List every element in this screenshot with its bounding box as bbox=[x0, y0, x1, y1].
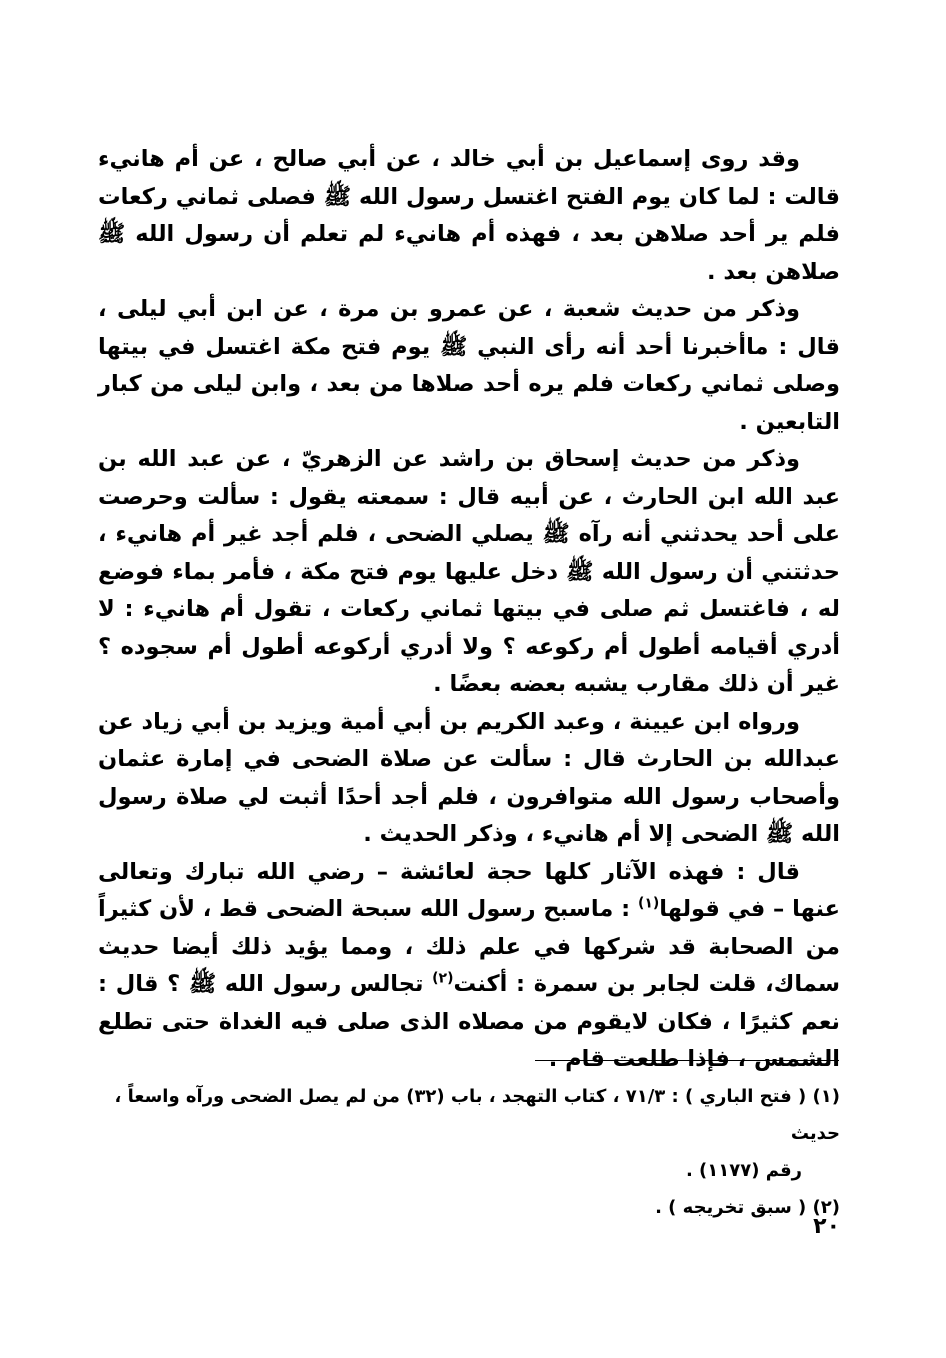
paragraph-text: : ماسبح رسول الله سبحة الضحى قط ، لأن كثيراً من الصحابة قد شركها في علم ذلك ، ومما يؤيد ذلك أيضا حديث سماك، قلت لجابر بن سمرة : أكنت bbox=[98, 896, 840, 997]
footnote-1-continuation: رقم (١١٧٧) . bbox=[685, 1160, 802, 1181]
paragraph: وذكر من حديث إسحاق بن راشد عن الزهريّ ، عن عبد الله بن عبد الله ابن الحارث ، عن أبيه قال : سمعته يقول : سألت وحرصت على أحد يحدثني أنه رآه ﷺ يصلي الضحى ، فلم أجد غير أم هانيء ، حدثتني أن رسول الله ﷺ دخل عليها يوم فتح مكة ، فأمر بماء فوضع له ، فاغتسل ثم صلى في بيتها ثماني ركعات ، تقول أم هانيء : لا أدري أقيامه أطول أم ركوعه ؟ ولا أدري أركوعه أطول أم سجوده ؟ غير أن ذلك مقارب يشبه بعضه بعضًا . bbox=[98, 446, 840, 697]
paragraph-text: تجالس رسول الله ﷺ ؟ قال : نعم كثيرًا ، فكان لايقوم من مصلاه الذى صلى فيه الغداة حتى تطلع الشمس ، فإذا طلعت قام . bbox=[98, 971, 840, 1072]
footnote-1: (١) ( فتح الباري ) : ٧١/٣ ، كتاب التهجد ، باب (٣٢) من لم يصل الضحى ورآه واسعاً ، حديث bbox=[114, 1086, 840, 1144]
footnote-separator bbox=[535, 1060, 839, 1061]
page-number: ٢٠ bbox=[813, 1214, 840, 1239]
paragraph: ورواه ابن عيينة ، وعبد الكريم بن أبي أمية ويزيد بن أبي زياد عن عبدالله بن الحارث قال : سألت عن صلاة الضحى في إمارة عثمان وأصحاب رسول الله متوافرون ، فلم أجد أحدًا أثبت لي صلاة رسول الله ﷺ الضحى إلا أم هانيء ، وذكر الحديث . bbox=[98, 708, 840, 847]
paragraph-text: قال : فهذه الآثار كلها حجة لعائشة – رضي الله تبارك وتعالى عنها – في قولها bbox=[98, 858, 840, 922]
main-text bbox=[98, 141, 840, 1079]
footnotes bbox=[98, 1078, 840, 1226]
paragraph: وقد روى إسماعيل بن أبي خالد ، عن أبي صالح ، عن أم هانيء قالت : لما كان يوم الفتح اغتسل رسول الله ﷺ فصلى ثماني ركعات فلم ير أحد صلاهن بعد ، فهذه أم هانيء لم تعلم أن رسول الله ﷺ صلاهن بعد . bbox=[98, 146, 840, 285]
footnote-ref-2[interactable]: (٢) bbox=[432, 970, 454, 987]
footnote-2: (٢) ( سبق تخريجه ) . bbox=[655, 1197, 840, 1218]
paragraph-with-footnote-refs bbox=[98, 854, 840, 1079]
paragraph: وذكر من حديث شعبة ، عن عمرو بن مرة ، عن ابن أبي ليلى ، قال : ماأخبرنا أحد أنه رأى النبي ﷺ يوم فتح مكة اغتسل في بيتها وصلى ثماني ركعات فلم يره أحد صلاها من بعد ، وابن ليلى من كبار التابعين . bbox=[98, 296, 840, 435]
footnote-ref-1[interactable]: (١) bbox=[637, 895, 660, 912]
